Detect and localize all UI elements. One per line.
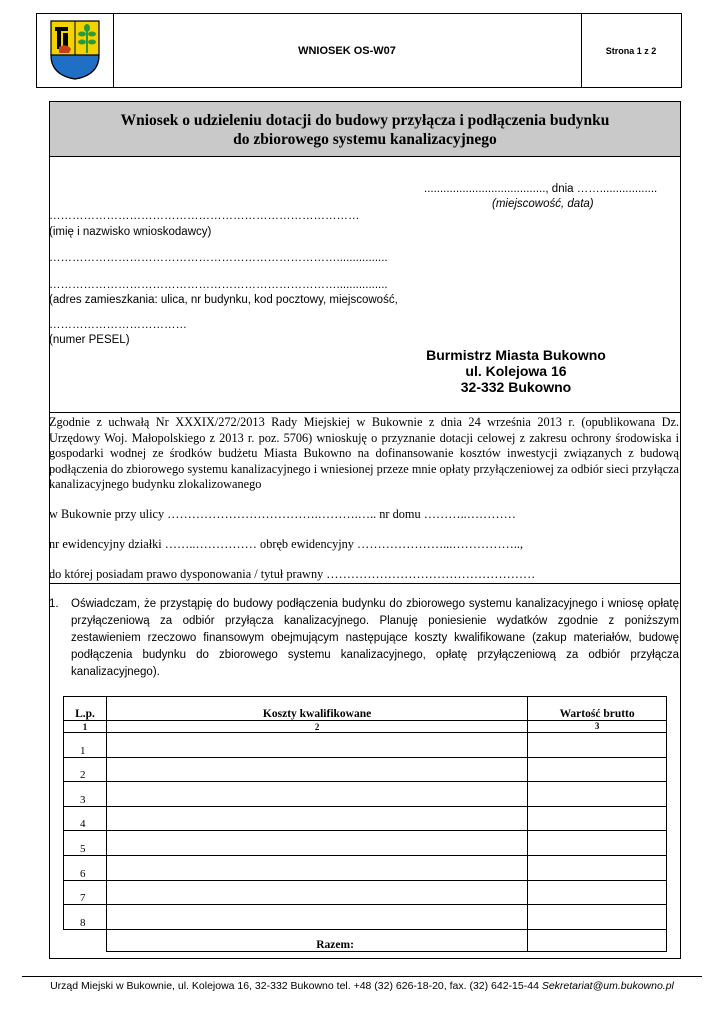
footer-email[interactable]: Sekretariat@um.bukowno.pl <box>541 980 674 992</box>
table-row <box>64 757 667 782</box>
table-row <box>64 855 667 880</box>
table-total-row <box>64 929 667 951</box>
declaration-text: Oświadczam, że przystąpię do budowy podłączenia budynku do zbiorowego systemu kanalizacyjnego i wniosę opłatę przyłączeniową za odbiór przyłącza kanalizacyjnego. Planuję poniesienie wydatków zgodnie z poniższym zestawieniem rzeczowo finansowym obejmującym następujące koszty kwalifikowane (zakup materiałów, budowę podłączenia budynku do zbiorowego systemu kanalizacyjnego, opłatę przyłączeniową za odbiór przyłącza kanalizacyjnego). <box>71 598 679 678</box>
form-title <box>49 101 681 157</box>
recipient-name: Burmistrz Miasta Bukowno <box>426 347 606 363</box>
legal-basis-paragraph: Zgodnie z uchwałą Nr XXXIX/272/2013 Rady Miejskiej w Bukownie z dnia 24 września 2013 r. (opublikowana Dz. Urzędowy Woj. Małopolskiego z 2013 r. poz. 5706) wnioskuję o przyznanie dotacji celowej z zakresu ochrony środowiska i gospodarki wodnej ze środków budżetu Miasta Bukowno na dofinansowanie kosztów inwestycji związanych z budową podłączenia do zbiorowego systemu kanalizacyjnego i wniesionej przeze mnie opłaty przyłączeniowej za odbiór sieci przyłącza kanalizacyjnego budynku zlokalizowanego <box>49 415 679 491</box>
row-number: 1 <box>64 733 107 758</box>
header-value: Wartość brutto <box>528 697 667 721</box>
row-number: 3 <box>64 782 107 807</box>
table-row <box>64 905 667 930</box>
pesel-field[interactable]: ……………………………… <box>49 319 187 331</box>
divider <box>49 412 681 413</box>
table-row <box>64 806 667 831</box>
address-field-1[interactable]: …………………………………………………………………................ <box>49 252 388 264</box>
parcel-field[interactable]: nr ewidencyjny działki ……..…………… obręb ewidencyjny …………………...…………….., <box>49 537 524 551</box>
value-cell[interactable] <box>528 733 667 758</box>
row-number: 7 <box>64 880 107 905</box>
row-number: 6 <box>64 855 107 880</box>
value-cell[interactable] <box>528 757 667 782</box>
cost-cell[interactable] <box>106 806 527 831</box>
table-header-row <box>64 697 667 721</box>
colnum-3: 3 <box>528 721 667 733</box>
value-cell[interactable] <box>528 782 667 807</box>
row-number: 5 <box>64 831 107 856</box>
form-title-line2: do zbiorowego systemu kanalizacyjnego <box>233 131 497 148</box>
document-header <box>36 13 682 88</box>
address-label: (adres zamieszkania: ulica, nr budynku, kod pocztowy, miejscowość, <box>49 294 398 306</box>
colnum-1: 1 <box>64 721 107 733</box>
table-row <box>64 831 667 856</box>
declaration-number: 1. <box>49 598 59 610</box>
row-number: 4 <box>64 806 107 831</box>
table-row <box>64 880 667 905</box>
cost-cell[interactable] <box>106 757 527 782</box>
logo-cell <box>37 14 114 87</box>
applicant-name-field[interactable]: ……………………………………………………………………… <box>49 210 360 222</box>
recipient-city: 32-332 Bukowno <box>460 379 572 395</box>
crest-logo-icon <box>49 19 101 81</box>
divider <box>49 583 681 584</box>
footer-contact: Urząd Miejski w Bukownie, ul. Kolejowa 16, 32-332 Bukowno tel. +48 (32) 626-18-20, fax. (32) 642-15-44 <box>50 980 542 992</box>
cost-cell[interactable] <box>106 905 527 930</box>
footer-divider <box>22 976 702 977</box>
total-label: Razem: <box>106 929 527 951</box>
recipient-address <box>396 347 636 395</box>
value-cell[interactable] <box>528 806 667 831</box>
legal-title-field[interactable]: do której posiadam prawo dysponowania / tytuł prawny …………………………………………… <box>49 567 536 581</box>
colnum-2: 2 <box>106 721 527 733</box>
footer <box>22 980 702 992</box>
value-cell[interactable] <box>528 880 667 905</box>
total-empty-cell <box>64 929 107 951</box>
cost-cell[interactable] <box>106 782 527 807</box>
row-number: 8 <box>64 905 107 930</box>
value-cell[interactable] <box>528 831 667 856</box>
page-number: Strona 1 z 2 <box>605 45 657 56</box>
cost-cell[interactable] <box>106 733 527 758</box>
header-costs: Koszty kwalifikowane <box>106 697 527 721</box>
cost-cell[interactable] <box>106 880 527 905</box>
address-field-2[interactable]: …………………………………………………………………................ <box>49 279 388 291</box>
form-title-line1: Wniosek o udzieleniu dotacji do budowy przyłącza i podłączenia budynku <box>120 112 610 129</box>
costs-table <box>63 696 667 952</box>
table-row <box>64 733 667 758</box>
total-value-cell[interactable] <box>528 929 667 951</box>
cost-cell[interactable] <box>106 831 527 856</box>
value-cell[interactable] <box>528 855 667 880</box>
place-date-label: (miejscowość, data) <box>492 198 594 210</box>
header-lp: L.p. <box>64 697 107 721</box>
applicant-name-label: (imię i nazwisko wnioskodawcy) <box>49 226 212 238</box>
place-date-field[interactable]: ......................................, dnia …….................. <box>424 183 658 195</box>
table-row <box>64 782 667 807</box>
row-number: 2 <box>64 757 107 782</box>
street-field[interactable]: w Bukownie przy ulicy ……………………………….……….….. nr domu ………..………… <box>49 507 516 521</box>
form-code: WNIOSEK OS-W07 <box>113 14 582 87</box>
cost-cell[interactable] <box>106 855 527 880</box>
table-colnum-row <box>64 721 667 733</box>
pesel-label: (numer PESEL) <box>49 334 130 346</box>
recipient-street: ul. Kolejowa 16 <box>465 363 567 379</box>
value-cell[interactable] <box>528 905 667 930</box>
